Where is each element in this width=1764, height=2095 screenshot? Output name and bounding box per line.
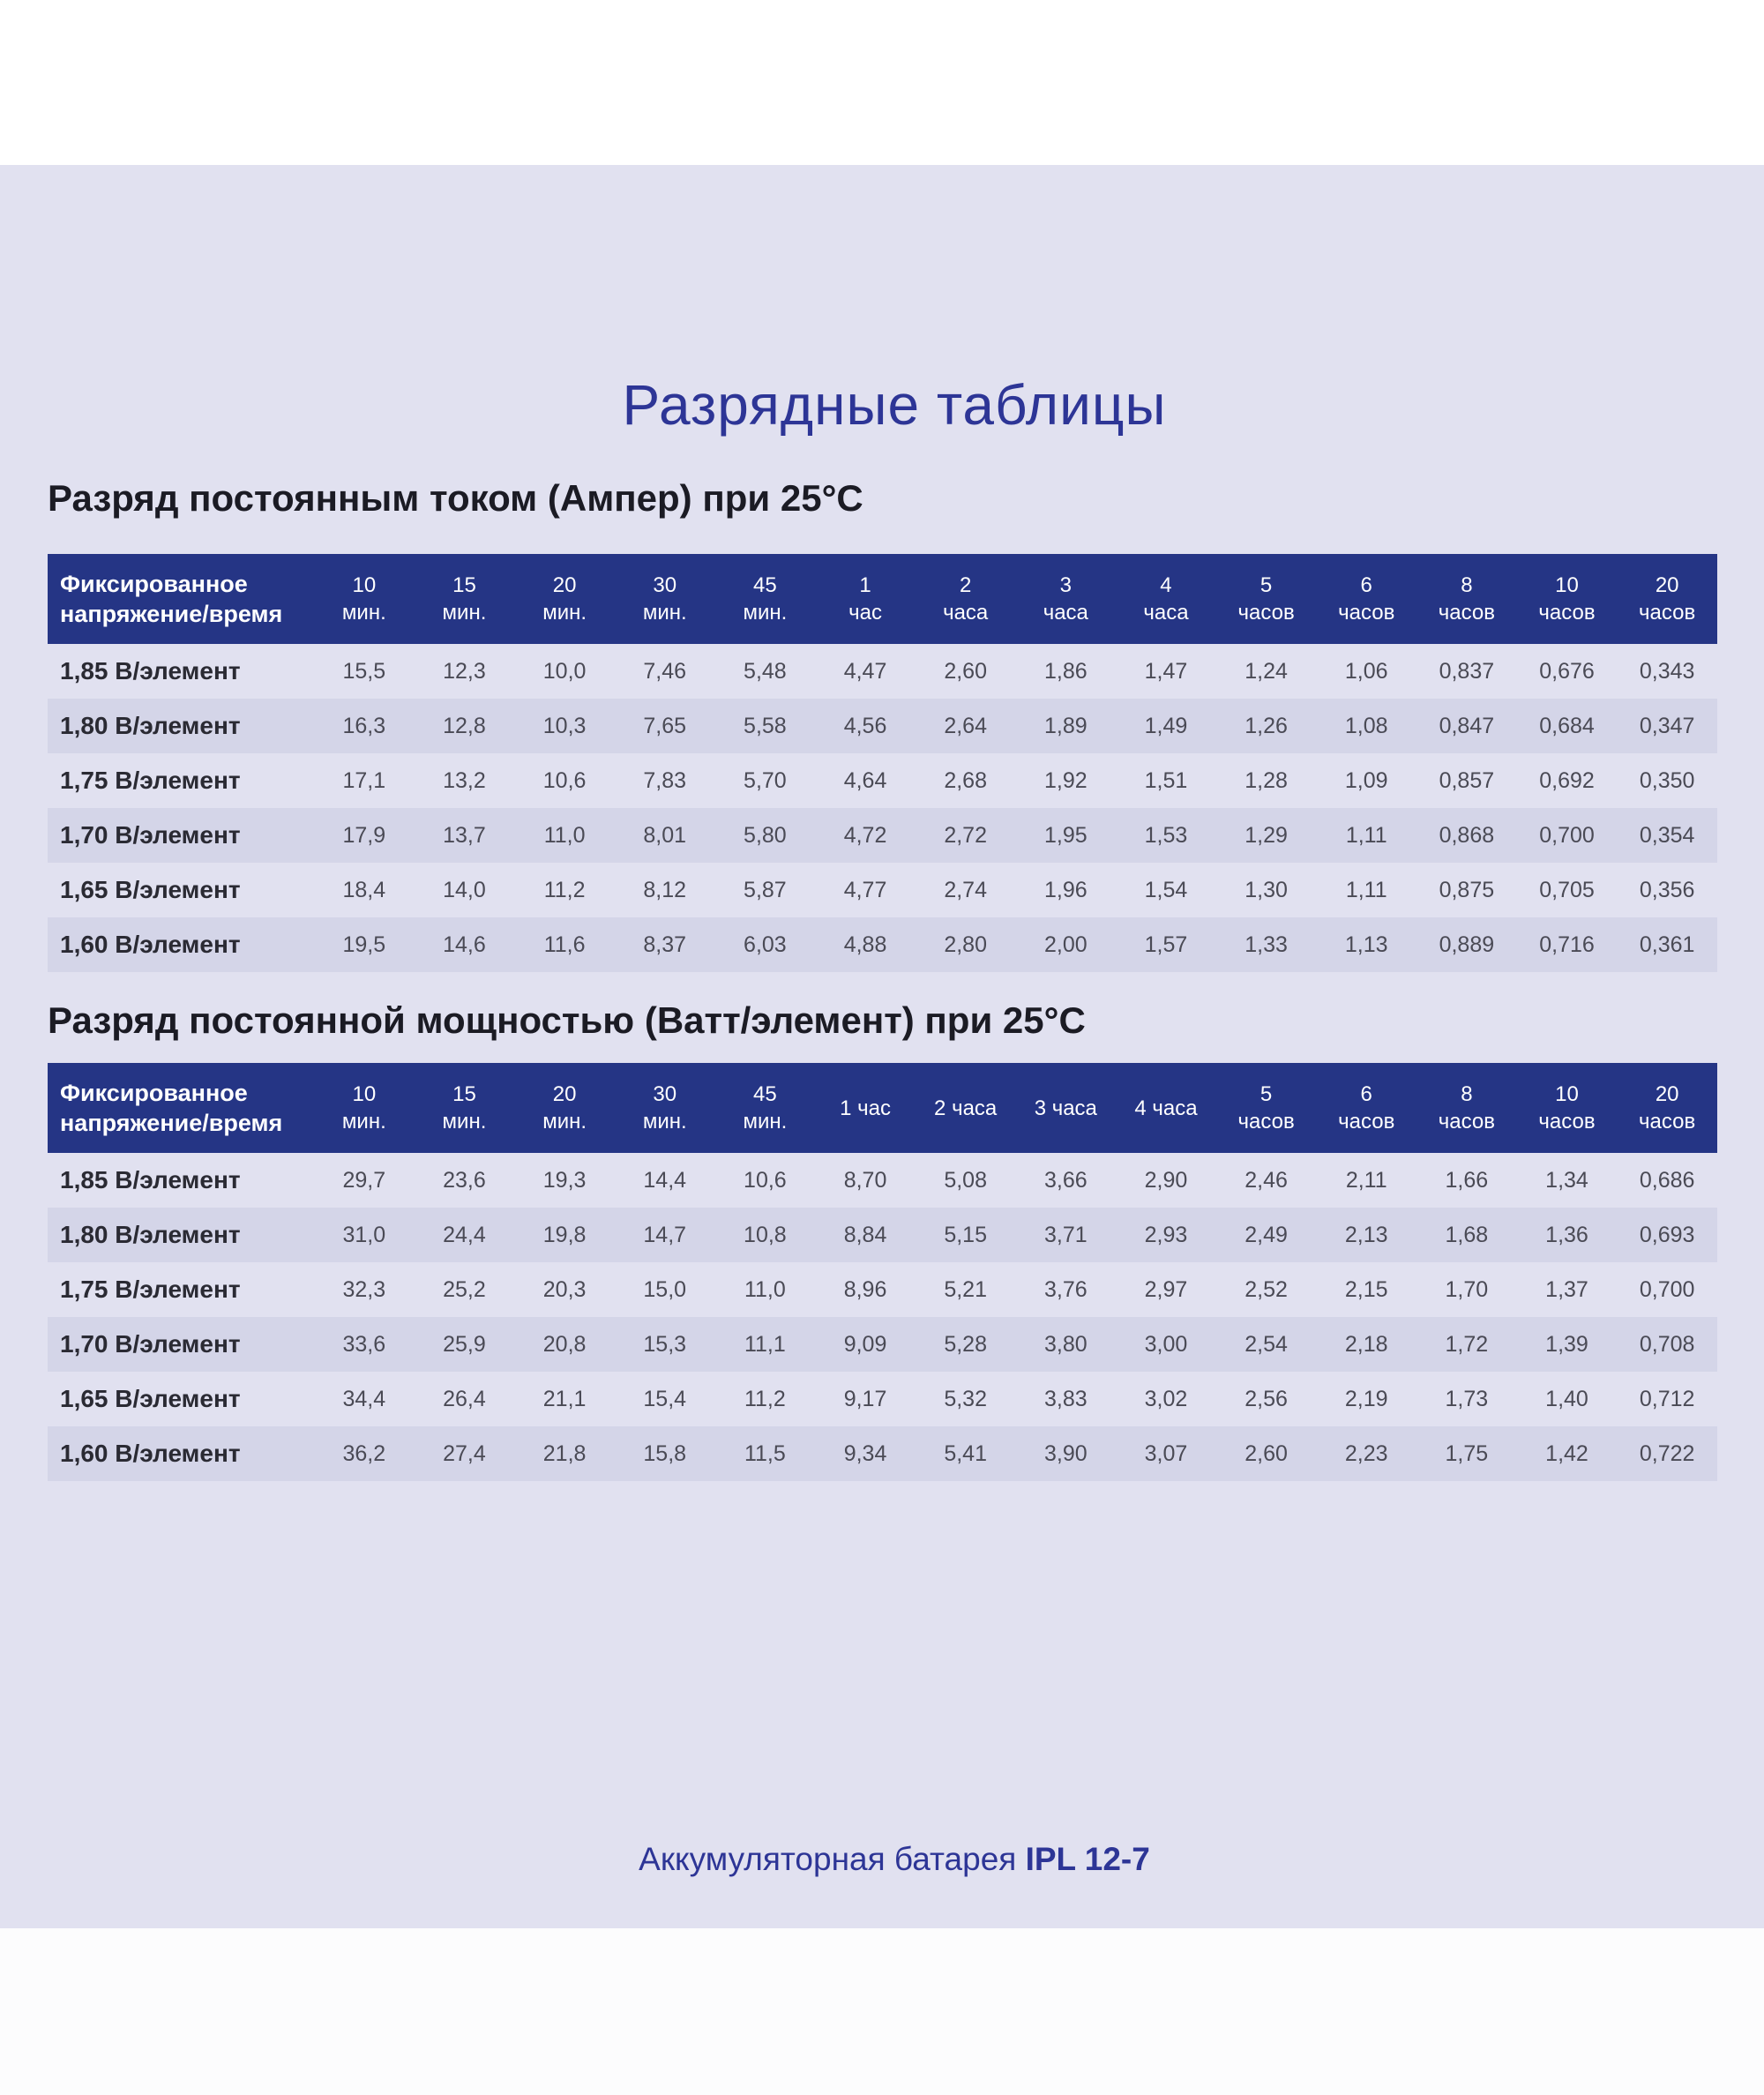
table-cell: 23,6 bbox=[443, 1167, 486, 1193]
table-cell: 18,4 bbox=[342, 877, 386, 902]
table-cell: 5,80 bbox=[715, 808, 816, 863]
column-header-line: часов bbox=[1237, 601, 1295, 625]
table-cell: 4,47 bbox=[843, 658, 887, 684]
column-header-line: 2 часа bbox=[934, 1096, 998, 1120]
row-voltage-label: 1,70 В/элемент bbox=[48, 1317, 314, 1372]
table-cell: 8,12 bbox=[643, 877, 687, 902]
table-cell: 2,15 bbox=[1344, 1276, 1388, 1302]
column-header-line: 3 bbox=[1059, 573, 1072, 597]
table-cell: 8,37 bbox=[615, 917, 715, 972]
table-cell: 2,18 bbox=[1316, 1317, 1416, 1372]
column-header-line: часов bbox=[1438, 601, 1495, 625]
column-header bbox=[916, 1063, 1016, 1153]
table-cell: 19,3 bbox=[542, 1167, 587, 1193]
table-cell: 1,42 bbox=[1517, 1426, 1618, 1481]
table-cell: 1,24 bbox=[1245, 658, 1288, 684]
table-cell: 5,70 bbox=[744, 767, 787, 793]
table-cell: 5,58 bbox=[715, 699, 816, 753]
column-header bbox=[1416, 1063, 1517, 1153]
table-cell: 0,686 bbox=[1639, 1167, 1695, 1193]
table-cell: 1,89 bbox=[1015, 699, 1116, 753]
power-table-title: Разряд постоянной мощностью (Ватт/элемент) при 25°С bbox=[48, 999, 1086, 1041]
table-cell: 1,72 bbox=[1416, 1317, 1517, 1372]
table-cell: 9,09 bbox=[815, 1317, 916, 1372]
table-row bbox=[48, 1262, 1717, 1317]
footer-model: IPL 12-7 bbox=[1025, 1841, 1150, 1877]
column-header-line: 5 bbox=[1259, 573, 1273, 597]
row-voltage-label: 1,70 В/элемент bbox=[48, 808, 314, 863]
table-row bbox=[48, 1426, 1717, 1481]
column-header bbox=[615, 1063, 715, 1153]
table-cell: 5,32 bbox=[944, 1386, 987, 1411]
table-cell: 7,46 bbox=[643, 658, 687, 684]
table-cell: 1,70 bbox=[1445, 1276, 1489, 1302]
table-row bbox=[48, 808, 1717, 863]
row-voltage-label: 1,75 В/элемент bbox=[60, 767, 241, 794]
table-cell: 2,72 bbox=[916, 808, 1016, 863]
table-cell: 1,51 bbox=[1144, 767, 1188, 793]
column-header-line: 20 bbox=[1655, 573, 1679, 597]
column-header bbox=[1216, 1063, 1317, 1153]
table-cell: 17,1 bbox=[342, 767, 386, 793]
column-header-line: 10 bbox=[1555, 1082, 1579, 1106]
column-header-line: мин. bbox=[542, 601, 587, 625]
table-cell: 1,33 bbox=[1216, 917, 1317, 972]
table-cell: 1,37 bbox=[1545, 1276, 1588, 1302]
table-cell: 6,03 bbox=[715, 917, 816, 972]
column-header-line: часов bbox=[1438, 1110, 1495, 1134]
column-header-line: мин. bbox=[542, 1110, 587, 1134]
table-cell: 1,57 bbox=[1116, 917, 1216, 972]
header-line: Фиксированное bbox=[60, 1080, 248, 1106]
header-fixed-voltage-time bbox=[48, 1063, 314, 1153]
table-row bbox=[48, 1317, 1717, 1372]
table-cell: 0,700 bbox=[1517, 808, 1618, 863]
row-voltage-label: 1,60 В/элемент bbox=[48, 1426, 314, 1481]
table-cell: 0,692 bbox=[1539, 767, 1595, 793]
column-header-line: 5 bbox=[1259, 1082, 1273, 1106]
table-row bbox=[48, 1153, 1717, 1208]
current-table-title: Разряд постоянным током (Ампер) при 25°С bbox=[48, 477, 863, 519]
table-cell: 2,60 bbox=[1216, 1426, 1317, 1481]
table-cell: 32,3 bbox=[342, 1276, 386, 1302]
column-header-line: мин. bbox=[743, 1110, 788, 1134]
table-cell: 1,47 bbox=[1144, 658, 1188, 684]
table-cell: 10,8 bbox=[715, 1208, 816, 1262]
column-header-line: 3 часа bbox=[1034, 1096, 1097, 1120]
table-cell: 0,350 bbox=[1639, 767, 1695, 793]
table-cell: 1,39 bbox=[1517, 1317, 1618, 1372]
table-cell: 33,6 bbox=[314, 1317, 415, 1372]
table-cell: 9,34 bbox=[815, 1426, 916, 1481]
column-header bbox=[1116, 554, 1216, 644]
table-cell: 14,6 bbox=[415, 917, 515, 972]
table-cell: 19,8 bbox=[514, 1208, 615, 1262]
table-header-row bbox=[48, 1063, 1717, 1153]
table-cell: 2,64 bbox=[916, 699, 1016, 753]
table-cell: 0,847 bbox=[1416, 699, 1517, 753]
table-cell: 2,56 bbox=[1245, 1386, 1288, 1411]
table-cell: 31,0 bbox=[314, 1208, 415, 1262]
table-cell: 15,4 bbox=[643, 1386, 687, 1411]
table-cell: 1,54 bbox=[1144, 877, 1188, 902]
footer-text: Аккумуляторная батарея bbox=[639, 1841, 1026, 1877]
table-cell: 3,80 bbox=[1015, 1317, 1116, 1372]
table-cell: 1,08 bbox=[1316, 699, 1416, 753]
table-cell: 21,1 bbox=[542, 1386, 587, 1411]
table-cell: 2,52 bbox=[1245, 1276, 1288, 1302]
table-cell: 20,8 bbox=[514, 1317, 615, 1372]
table-cell: 15,3 bbox=[615, 1317, 715, 1372]
table-cell: 8,96 bbox=[843, 1276, 887, 1302]
table-cell: 2,13 bbox=[1316, 1208, 1416, 1262]
table-cell: 4,64 bbox=[843, 767, 887, 793]
column-header bbox=[815, 1063, 916, 1153]
column-header-line: мин. bbox=[341, 601, 386, 625]
table-cell: 16,3 bbox=[314, 699, 415, 753]
column-header-line: час bbox=[848, 601, 882, 625]
table-cell: 25,9 bbox=[415, 1317, 515, 1372]
table-row bbox=[48, 863, 1717, 917]
table-cell: 11,6 bbox=[514, 917, 615, 972]
column-header bbox=[1617, 1063, 1717, 1153]
table-cell: 29,7 bbox=[342, 1167, 386, 1193]
table-cell: 2,60 bbox=[944, 658, 987, 684]
column-header bbox=[1316, 554, 1416, 644]
table-cell: 5,48 bbox=[744, 658, 787, 684]
column-header-line: часов bbox=[1538, 601, 1596, 625]
column-header bbox=[1015, 554, 1116, 644]
column-header-line: часа bbox=[943, 601, 989, 625]
table-cell: 5,21 bbox=[944, 1276, 987, 1302]
table-cell: 2,23 bbox=[1316, 1426, 1416, 1481]
table-cell: 0,868 bbox=[1416, 808, 1517, 863]
table-row bbox=[48, 699, 1717, 753]
table-cell: 20,3 bbox=[542, 1276, 587, 1302]
table-cell: 24,4 bbox=[415, 1208, 515, 1262]
table-cell: 0,889 bbox=[1416, 917, 1517, 972]
table-cell: 1,92 bbox=[1043, 767, 1088, 793]
table-cell: 5,08 bbox=[944, 1167, 987, 1193]
table-cell: 0,875 bbox=[1439, 877, 1495, 902]
table-cell: 10,6 bbox=[744, 1167, 787, 1193]
table-cell: 0,347 bbox=[1617, 699, 1717, 753]
table-cell: 4,88 bbox=[815, 917, 916, 972]
table-cell: 3,71 bbox=[1015, 1208, 1116, 1262]
column-header bbox=[514, 554, 615, 644]
column-header-line: 15 bbox=[452, 573, 476, 597]
table-cell: 26,4 bbox=[443, 1386, 486, 1411]
table-cell: 1,68 bbox=[1416, 1208, 1517, 1262]
row-voltage-label: 1,80 В/элемент bbox=[48, 1208, 314, 1262]
footer-caption bbox=[0, 1841, 1764, 1878]
header-line: напряжение/время bbox=[60, 1110, 283, 1136]
column-header-line: 15 bbox=[452, 1082, 476, 1106]
row-voltage-label: 1,75 В/элемент bbox=[60, 1276, 241, 1303]
table-row bbox=[48, 644, 1717, 699]
table-cell: 3,83 bbox=[1043, 1386, 1088, 1411]
column-header bbox=[1517, 554, 1618, 644]
column-header-line: часов bbox=[1338, 1110, 1395, 1134]
column-header-line: мин. bbox=[442, 601, 487, 625]
table-cell: 13,2 bbox=[443, 767, 486, 793]
table-row bbox=[48, 1372, 1717, 1426]
table-cell: 1,09 bbox=[1344, 767, 1388, 793]
table-cell: 1,29 bbox=[1216, 808, 1317, 863]
table-cell: 11,1 bbox=[715, 1317, 816, 1372]
table-cell: 1,11 bbox=[1316, 808, 1416, 863]
table-cell: 21,8 bbox=[514, 1426, 615, 1481]
column-header bbox=[615, 554, 715, 644]
table-cell: 36,2 bbox=[314, 1426, 415, 1481]
table-header-row bbox=[48, 554, 1717, 644]
table-cell: 3,90 bbox=[1015, 1426, 1116, 1481]
table-cell: 10,3 bbox=[514, 699, 615, 753]
table-cell: 1,66 bbox=[1445, 1167, 1489, 1193]
table-cell: 11,5 bbox=[715, 1426, 816, 1481]
column-header-line: 1 bbox=[859, 573, 871, 597]
table-cell: 14,4 bbox=[643, 1167, 687, 1193]
table-cell: 1,75 bbox=[1416, 1426, 1517, 1481]
table-cell: 0,684 bbox=[1517, 699, 1618, 753]
column-header-line: 30 bbox=[653, 573, 677, 597]
column-header-line: часов bbox=[1639, 1110, 1696, 1134]
table-cell: 11,2 bbox=[744, 1386, 786, 1411]
table-cell: 5,41 bbox=[916, 1426, 1016, 1481]
table-cell: 10,6 bbox=[542, 767, 587, 793]
table-cell: 4,72 bbox=[815, 808, 916, 863]
column-header-line: часов bbox=[1338, 601, 1395, 625]
table-cell: 8,84 bbox=[815, 1208, 916, 1262]
table-cell: 0,693 bbox=[1617, 1208, 1717, 1262]
column-header-line: 20 bbox=[552, 1082, 577, 1106]
table-cell: 11,0 bbox=[744, 1276, 786, 1302]
column-header-line: мин. bbox=[743, 601, 788, 625]
table-cell: 1,06 bbox=[1344, 658, 1388, 684]
column-header-line: 2 bbox=[959, 573, 972, 597]
table-cell: 0,705 bbox=[1539, 877, 1595, 902]
table-cell: 4,77 bbox=[843, 877, 887, 902]
column-header-line: 10 bbox=[1555, 573, 1579, 597]
table-cell: 1,30 bbox=[1245, 877, 1288, 902]
table-cell: 3,66 bbox=[1043, 1167, 1088, 1193]
table-cell: 1,26 bbox=[1216, 699, 1317, 753]
table-cell: 0,722 bbox=[1617, 1426, 1717, 1481]
column-header-line: 30 bbox=[653, 1082, 677, 1106]
table-cell: 2,00 bbox=[1015, 917, 1116, 972]
table-cell: 11,0 bbox=[514, 808, 615, 863]
table-cell: 5,15 bbox=[916, 1208, 1016, 1262]
row-voltage-label: 1,85 В/элемент bbox=[60, 657, 241, 685]
table-cell: 1,95 bbox=[1015, 808, 1116, 863]
table-cell: 1,36 bbox=[1517, 1208, 1618, 1262]
column-header bbox=[1617, 554, 1717, 644]
table-cell: 2,46 bbox=[1245, 1167, 1288, 1193]
table-cell: 0,343 bbox=[1639, 658, 1695, 684]
column-header-line: часов bbox=[1639, 601, 1696, 625]
table-cell: 8,01 bbox=[615, 808, 715, 863]
column-header bbox=[1316, 1063, 1416, 1153]
table-cell: 1,73 bbox=[1445, 1386, 1489, 1411]
table-cell: 0,716 bbox=[1517, 917, 1618, 972]
column-header-line: 20 bbox=[552, 573, 577, 597]
table-cell: 2,97 bbox=[1144, 1276, 1188, 1302]
column-header-line: 6 bbox=[1360, 1082, 1372, 1106]
table-cell: 15,8 bbox=[615, 1426, 715, 1481]
table-cell: 2,80 bbox=[916, 917, 1016, 972]
row-voltage-label: 1,60 В/элемент bbox=[48, 917, 314, 972]
table-cell: 0,700 bbox=[1639, 1276, 1695, 1302]
table-cell: 1,86 bbox=[1043, 658, 1088, 684]
column-header bbox=[1216, 554, 1317, 644]
table-cell: 27,4 bbox=[415, 1426, 515, 1481]
column-header-line: 10 bbox=[352, 1082, 377, 1106]
column-header bbox=[314, 554, 415, 644]
table-cell: 1,13 bbox=[1316, 917, 1416, 972]
table-cell: 9,17 bbox=[843, 1386, 887, 1411]
table-cell: 7,65 bbox=[615, 699, 715, 753]
column-header-line: 20 bbox=[1655, 1082, 1679, 1106]
table-cell: 7,83 bbox=[643, 767, 687, 793]
table-cell: 1,40 bbox=[1545, 1386, 1588, 1411]
table-cell: 2,74 bbox=[944, 877, 987, 902]
column-header-line: мин. bbox=[642, 1110, 687, 1134]
table-cell: 14,0 bbox=[443, 877, 486, 902]
table-cell: 1,53 bbox=[1116, 808, 1216, 863]
table-cell: 4,56 bbox=[815, 699, 916, 753]
column-header-line: часа bbox=[1043, 601, 1088, 625]
table-cell: 2,11 bbox=[1345, 1167, 1387, 1193]
table-cell: 0,837 bbox=[1439, 658, 1495, 684]
table-cell: 10,0 bbox=[542, 658, 587, 684]
column-header bbox=[514, 1063, 615, 1153]
column-header bbox=[1116, 1063, 1216, 1153]
table-cell: 1,11 bbox=[1345, 877, 1387, 902]
table-cell: 0,356 bbox=[1639, 877, 1695, 902]
column-header bbox=[1015, 1063, 1116, 1153]
column-header bbox=[916, 554, 1016, 644]
table-cell: 12,3 bbox=[443, 658, 486, 684]
column-header-line: мин. bbox=[442, 1110, 487, 1134]
table-cell: 2,19 bbox=[1344, 1386, 1388, 1411]
table-cell: 3,00 bbox=[1116, 1317, 1216, 1372]
table-cell: 15,0 bbox=[643, 1276, 687, 1302]
table-cell: 2,54 bbox=[1216, 1317, 1317, 1372]
row-voltage-label: 1,65 В/элемент bbox=[60, 1385, 241, 1412]
table-cell: 1,49 bbox=[1116, 699, 1216, 753]
row-voltage-label: 1,80 В/элемент bbox=[48, 699, 314, 753]
table-cell: 25,2 bbox=[443, 1276, 486, 1302]
row-voltage-label: 1,65 В/элемент bbox=[60, 876, 241, 903]
table-cell: 34,4 bbox=[342, 1386, 386, 1411]
table-cell: 0,676 bbox=[1539, 658, 1595, 684]
column-header-line: 45 bbox=[753, 573, 777, 597]
header-fixed-voltage-time bbox=[48, 554, 314, 644]
column-header bbox=[815, 554, 916, 644]
table-cell: 3,07 bbox=[1116, 1426, 1216, 1481]
table-cell: 0,712 bbox=[1639, 1386, 1695, 1411]
column-header bbox=[1517, 1063, 1618, 1153]
header-line: напряжение/время bbox=[60, 601, 283, 627]
table-cell: 1,34 bbox=[1545, 1167, 1588, 1193]
table-cell: 17,9 bbox=[314, 808, 415, 863]
table-cell: 14,7 bbox=[615, 1208, 715, 1262]
column-header-line: 1 час bbox=[840, 1096, 891, 1120]
column-header-line: часов bbox=[1538, 1110, 1596, 1134]
header-line: Фиксированное bbox=[60, 571, 248, 597]
column-header-line: 4 часа bbox=[1134, 1096, 1198, 1120]
table-cell: 15,5 bbox=[342, 658, 386, 684]
table-cell: 11,2 bbox=[543, 877, 586, 902]
table-row bbox=[48, 753, 1717, 808]
column-header-line: часов bbox=[1237, 1110, 1295, 1134]
column-header-line: 4 bbox=[1160, 573, 1172, 597]
column-header bbox=[715, 554, 816, 644]
page-title: Разрядные таблицы bbox=[622, 373, 1167, 437]
column-header bbox=[415, 554, 515, 644]
table-cell: 0,708 bbox=[1617, 1317, 1717, 1372]
table-cell: 1,96 bbox=[1043, 877, 1088, 902]
table-cell: 19,5 bbox=[314, 917, 415, 972]
table-cell: 0,857 bbox=[1439, 767, 1495, 793]
table-cell: 3,02 bbox=[1144, 1386, 1188, 1411]
table-cell: 0,361 bbox=[1617, 917, 1717, 972]
column-header bbox=[314, 1063, 415, 1153]
column-header-line: мин. bbox=[642, 601, 687, 625]
power-discharge-table bbox=[48, 1063, 1717, 1481]
row-voltage-label: 1,85 В/элемент bbox=[60, 1166, 241, 1193]
column-header-line: часа bbox=[1143, 601, 1189, 625]
table-cell: 2,49 bbox=[1216, 1208, 1317, 1262]
column-header bbox=[1416, 554, 1517, 644]
column-header-line: 6 bbox=[1360, 573, 1372, 597]
table-row bbox=[48, 1208, 1717, 1262]
table-cell: 5,87 bbox=[744, 877, 787, 902]
column-header-line: мин. bbox=[341, 1110, 386, 1134]
current-discharge-table bbox=[48, 554, 1717, 972]
table-cell: 8,70 bbox=[843, 1167, 887, 1193]
table-cell: 1,28 bbox=[1245, 767, 1288, 793]
table-cell: 0,354 bbox=[1617, 808, 1717, 863]
table-cell: 5,28 bbox=[916, 1317, 1016, 1372]
column-header-line: 8 bbox=[1461, 573, 1473, 597]
table-row bbox=[48, 917, 1717, 972]
column-header-line: 10 bbox=[352, 573, 377, 597]
table-cell: 13,7 bbox=[415, 808, 515, 863]
table-cell: 2,93 bbox=[1116, 1208, 1216, 1262]
table-cell: 12,8 bbox=[415, 699, 515, 753]
table-cell: 2,68 bbox=[944, 767, 987, 793]
column-header bbox=[715, 1063, 816, 1153]
column-header bbox=[415, 1063, 515, 1153]
table-cell: 3,76 bbox=[1043, 1276, 1088, 1302]
column-header-line: 45 bbox=[753, 1082, 777, 1106]
column-header-line: 8 bbox=[1461, 1082, 1473, 1106]
table-cell: 2,90 bbox=[1144, 1167, 1188, 1193]
bottom-strip bbox=[0, 1928, 1764, 2095]
